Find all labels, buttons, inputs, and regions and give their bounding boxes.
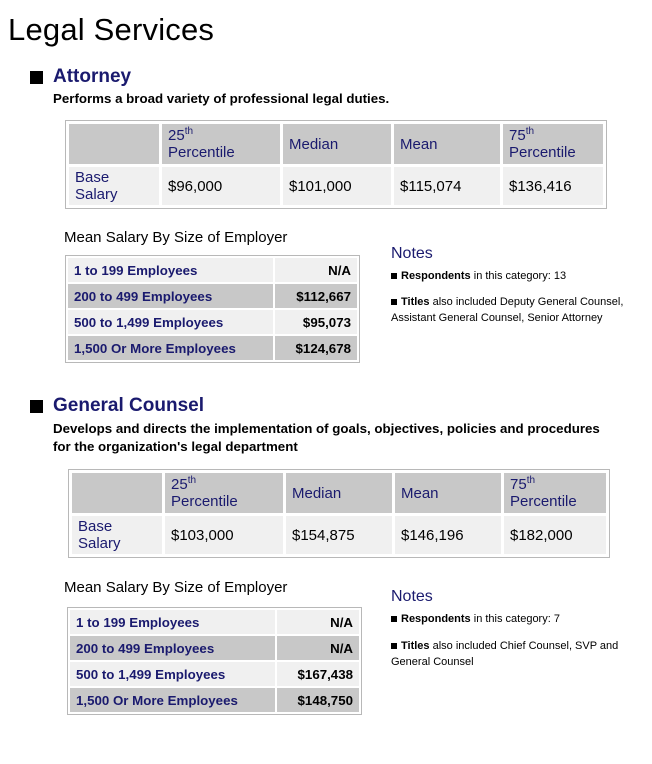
header-mean: Mean xyxy=(395,473,501,513)
square-bullet-icon xyxy=(30,71,43,84)
note-bullet-icon xyxy=(391,616,397,622)
note-label: Respondents xyxy=(401,613,471,625)
note-bullet-icon xyxy=(391,273,397,279)
header-empty xyxy=(72,473,162,513)
size-heading: Mean Salary By Size of Employer xyxy=(64,229,288,246)
header-percentile-label: Percentile xyxy=(510,493,577,510)
page-title: Legal Services xyxy=(8,12,215,47)
header-75th-percentile xyxy=(504,473,606,513)
note-label: Titles xyxy=(401,296,430,308)
salary-table xyxy=(65,120,607,209)
header-25th-label: 25th xyxy=(168,126,194,144)
employer-size-row xyxy=(68,284,357,308)
ordinal-suffix: th xyxy=(187,475,197,486)
ordinal-suffix: th xyxy=(184,126,194,137)
base-salary-row xyxy=(69,167,603,205)
note-bullet-icon xyxy=(391,643,397,649)
header-75th-label: 75th xyxy=(509,126,535,144)
row-label-base-salary xyxy=(72,516,162,554)
section-description: Performs a broad variety of professional legal duties. xyxy=(53,91,390,106)
cell-25th-percentile: $96,000 xyxy=(162,167,280,205)
row-label-line2: Salary xyxy=(75,186,118,203)
employer-size-value: $148,750 xyxy=(277,688,359,712)
header-median: Median xyxy=(286,473,392,513)
header-25th-label: 25th xyxy=(171,475,197,493)
section-description: Develops and directs the implementation of goals, objectives, policies and procedures for the organization's legal department xyxy=(53,421,600,454)
cell-median: $101,000 xyxy=(283,167,391,205)
employer-size-row xyxy=(68,310,357,334)
note-titles xyxy=(391,638,631,670)
cell-75th-percentile: $182,000 xyxy=(504,516,606,554)
note-text: also included Deputy General Counsel, Assistant General Counsel, Senior Attorney xyxy=(391,296,624,324)
header-percentile-label: Percentile xyxy=(171,493,238,510)
header-75th-percentile xyxy=(503,124,603,164)
employer-size-value: N/A xyxy=(277,636,359,660)
row-label-base-salary xyxy=(69,167,159,205)
cell-75th-percentile: $136,416 xyxy=(503,167,603,205)
employer-size-label: 500 to 1,499 Employees xyxy=(68,310,273,334)
employer-size-label: 1 to 199 Employees xyxy=(68,258,273,282)
row-label-line2: Salary xyxy=(78,535,121,552)
employer-size-value: $167,438 xyxy=(277,662,359,686)
employer-size-value: $124,678 xyxy=(275,336,357,360)
employer-size-row xyxy=(70,688,359,712)
header-25th-percentile xyxy=(162,124,280,164)
row-label-line1: Base xyxy=(78,518,113,535)
header-75th-label: 75th xyxy=(510,475,536,493)
employer-size-value: $95,073 xyxy=(275,310,357,334)
employer-size-label: 200 to 499 Employees xyxy=(68,284,273,308)
note-label: Titles xyxy=(401,640,430,652)
cell-25th-percentile: $103,000 xyxy=(165,516,283,554)
header-percentile-label: Percentile xyxy=(168,144,235,161)
header-empty xyxy=(69,124,159,164)
employer-size-row xyxy=(70,610,359,634)
employer-size-table xyxy=(65,255,360,363)
employer-size-value: N/A xyxy=(277,610,359,634)
note-text: in this category: 13 xyxy=(470,270,567,282)
note-respondents xyxy=(391,611,631,627)
employer-size-row xyxy=(70,662,359,686)
ordinal-suffix: th xyxy=(526,475,536,486)
section-title: General Counsel xyxy=(53,395,204,416)
employer-size-value: $112,667 xyxy=(275,284,357,308)
section-header xyxy=(30,66,131,88)
employer-size-row xyxy=(70,636,359,660)
employer-size-label: 500 to 1,499 Employees xyxy=(70,662,275,686)
square-bullet-icon xyxy=(30,400,43,413)
cell-mean: $115,074 xyxy=(394,167,500,205)
notes-title: Notes xyxy=(391,245,433,262)
employer-size-table xyxy=(67,607,362,715)
employer-size-label: 1,500 Or More Employees xyxy=(70,688,275,712)
header-25th-percentile xyxy=(165,473,283,513)
salary-header-row xyxy=(72,473,606,513)
header-median: Median xyxy=(283,124,391,164)
ordinal-suffix: th xyxy=(525,126,535,137)
base-salary-row xyxy=(72,516,606,554)
note-text: also included Chief Counsel, SVP and General Counsel xyxy=(391,640,619,668)
size-heading: Mean Salary By Size of Employer xyxy=(64,579,288,596)
note-respondents xyxy=(391,268,631,284)
note-titles xyxy=(391,294,631,326)
section-header xyxy=(30,395,204,417)
header-percentile-label: Percentile xyxy=(509,144,576,161)
note-bullet-icon xyxy=(391,299,397,305)
employer-size-label: 1 to 199 Employees xyxy=(70,610,275,634)
employer-size-value: N/A xyxy=(275,258,357,282)
note-text: in this category: 7 xyxy=(470,613,560,625)
employer-size-row xyxy=(68,336,357,360)
section-general-counsel xyxy=(0,395,652,735)
row-label-line1: Base xyxy=(75,169,110,186)
section-attorney xyxy=(0,66,652,376)
salary-header-row xyxy=(69,124,603,164)
salary-table xyxy=(68,469,610,558)
employer-size-row xyxy=(68,258,357,282)
employer-size-label: 200 to 499 Employees xyxy=(70,636,275,660)
notes-title: Notes xyxy=(391,588,433,605)
note-label: Respondents xyxy=(401,270,471,282)
employer-size-label: 1,500 Or More Employees xyxy=(68,336,273,360)
cell-median: $154,875 xyxy=(286,516,392,554)
section-title: Attorney xyxy=(53,66,132,87)
cell-mean: $146,196 xyxy=(395,516,501,554)
header-mean: Mean xyxy=(394,124,500,164)
